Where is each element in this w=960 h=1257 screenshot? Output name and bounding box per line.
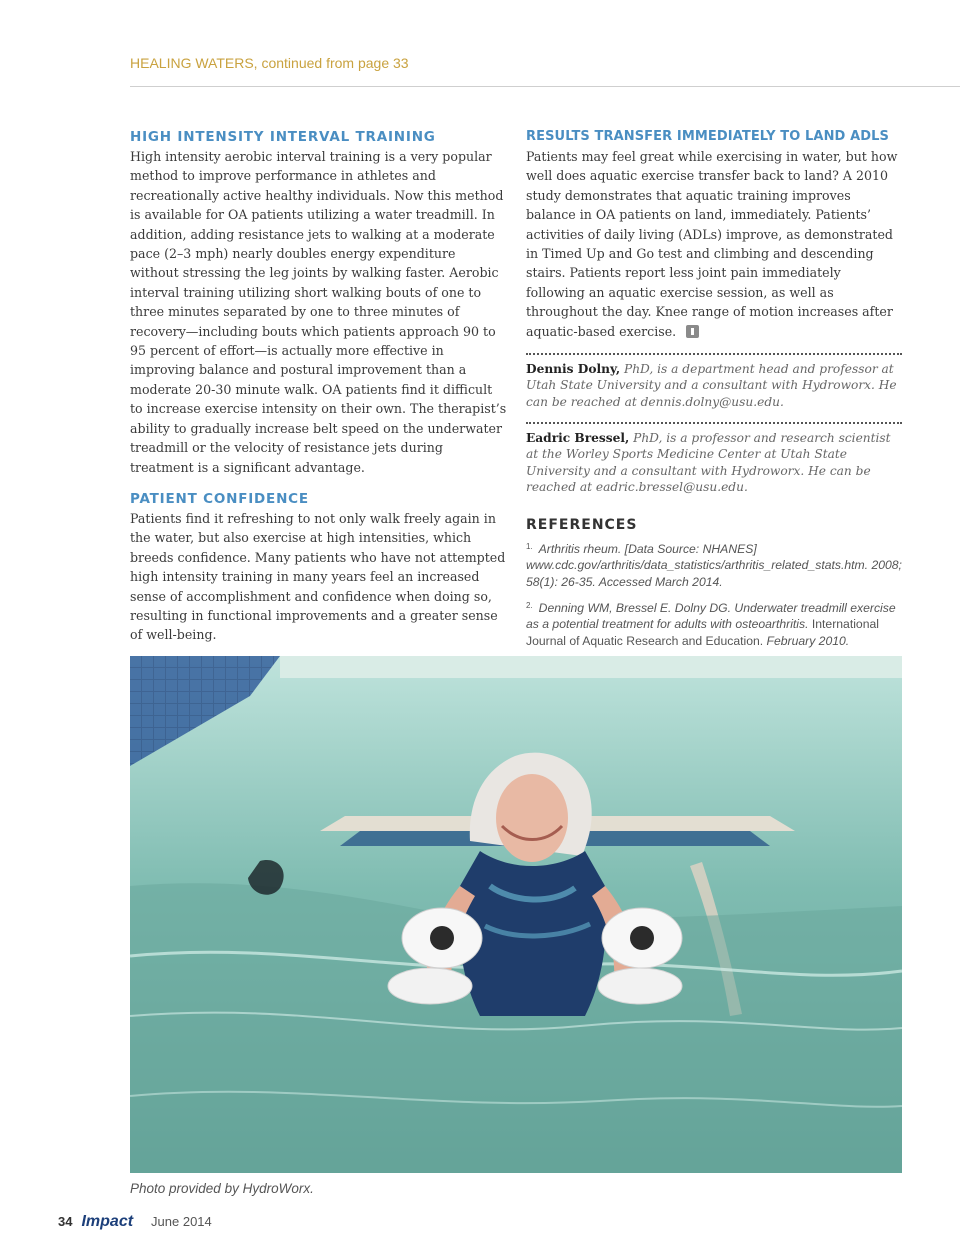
reference-2 [526, 598, 902, 649]
reference-2-number: 2. [526, 601, 533, 611]
left-column [130, 128, 508, 645]
right-dumbbell [598, 908, 682, 1004]
pool-photo [130, 656, 902, 1173]
section-heading-interval-training: HIGH INTENSITY INTERVAL TRAINING [130, 129, 436, 145]
magazine-name: Impact [81, 1213, 134, 1230]
continued-from-label: HEALING WATERS, continued from page 33 [130, 55, 409, 71]
dotted-divider [526, 422, 902, 424]
references-heading: REFERENCES [526, 517, 638, 534]
results-transfer-text: Patients may feel great while exercising in water, but how well does aquatic exercise transfer back to land? A 2010 study demonstrates that aquatic training improves balance in OA patients on land, immediately. Patients’ activities of daily living (ADLs) improve, as demonstrated in Timed Up and Go test and climbing and descending stairs. Patients report less joint pain immediately following an aquatic exercise session, as well as throughout the day. Knee range of motion increases after aquatic-based exercise. [526, 149, 898, 339]
author-bio-bressel [526, 430, 902, 495]
reference-2-authors-title: Denning WM, Bressel E. Dolny DG. Underwater treadmill exercise as a potential treatment for adults with osteoarthritis. [526, 601, 896, 632]
page-footer [58, 1213, 212, 1231]
photo-caption: Photo provided by HydroWorx. [130, 1181, 314, 1196]
article-end-icon [686, 325, 699, 338]
author-desc-dolny: PhD, is a department head and professor at Utah State University and a consultant with Hydroworx. He can be reached at dennis.dolny@usu.edu. [526, 362, 897, 409]
author-desc-bressel: PhD, is a professor and research scientist at the Worley Sports Medicine Center at Utah State University and a consultant with Hydroworx. He can be reached at eadric.bressel@usu.edu. [526, 430, 891, 494]
reference-1 [526, 539, 902, 590]
issue-date: June 2014 [151, 1214, 212, 1229]
section-heading-results-transfer: RESULTS TRANSFER IMMEDIATELY TO LAND ADLS [526, 129, 889, 144]
right-column [526, 128, 902, 657]
section-body-patient-confidence: Patients find it refreshing to not only walk freely again in the water, but also exercise at high intensities, which breeds confidence. Many patients who have not attempted high intensity training in many years feel an increased sense of accomplishment and confidence when doing so, resulting in functional improvements and a greater sense of well-being. [130, 510, 506, 643]
reference-1-number: 1. [526, 542, 533, 552]
section-body-interval-training: High intensity aerobic interval training is a very popular method to improve performance in athletes and recreationally active healthy individuals. Now this method is available for OA patients utilizing a water treadmill. In addition, adding resistance jets to walking at a moderate pace (2–3 mph) nearly doubles energy expenditure without stressing the leg joints by walking faster. Aerobic interval training utilizing short walking bouts of one to three minutes separated by one to three minutes of recovery—including bouts which patients approach 90 to 95 percent of effort—is actually more effective in improving balance and postural improvement than a moderate 20-30 minute walk. OA patients find it difficult to increase exercise intensity on their own. The therapist’s ability to gradually increase belt speed on the underwater treadmill or the velocity of resistance jets during treatment is a significant advantage. [130, 149, 507, 475]
section-heading-patient-confidence: PATIENT CONFIDENCE [130, 490, 309, 507]
author-bio-dolny [526, 361, 902, 410]
reference-1-text: Arthritis rheum. [Data Source: NHANES] www.cdc.gov/arthritis/data_statistics/arthritis_related_stats.htm. 2008; 58(1): 26-35. Accessed March 2014. [526, 542, 902, 589]
page-number: 34 [58, 1214, 73, 1229]
reference-2-journal: International Journal of Aquatic Research and Education. [526, 617, 879, 648]
section-body-results-transfer [526, 147, 902, 341]
pool-photo-illustration [130, 656, 902, 1173]
dotted-divider [526, 353, 902, 355]
author-name-bressel: Eadric Bressel, [526, 430, 630, 445]
header-rule [130, 86, 960, 87]
reference-2-date: February 2010. [763, 633, 850, 648]
author-name-dolny: Dennis Dolny, [526, 362, 621, 377]
